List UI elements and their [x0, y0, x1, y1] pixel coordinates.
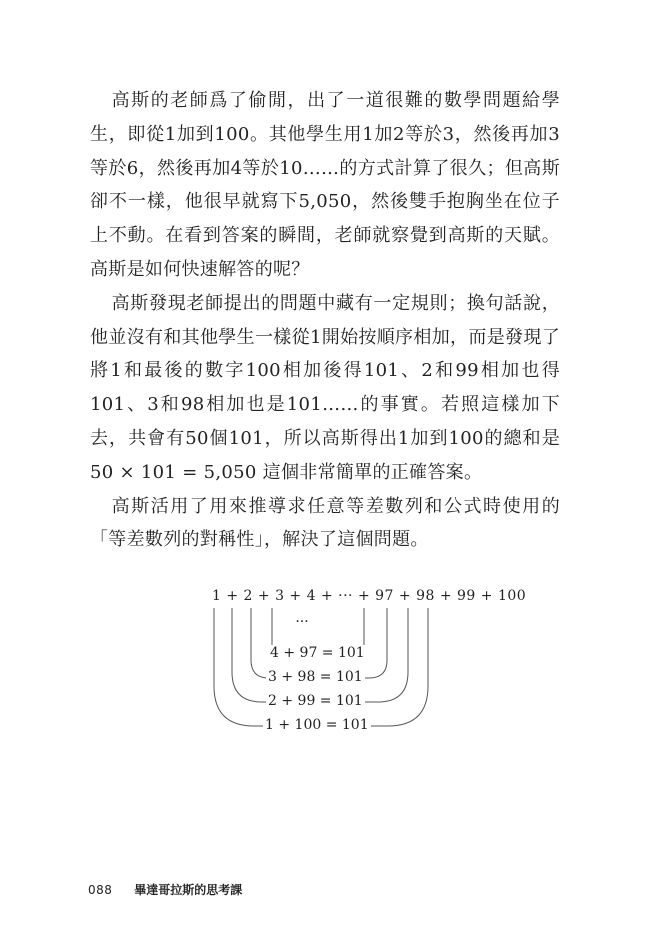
body-text: [90, 84, 560, 557]
paragraph-1: 高斯的老師爲了偷閒，出了一道很難的數學問題給學生，即從1加到100。其他學生用1加2等於3，然後再加3等於6，然後再加4等於10……的方式計算了很久；但高斯卻不一樣，他很早就寫下5,050，然後雙手抱胸坐在位子上不動。在看到答案的瞬間，老師就察覺到高斯的天賦。高斯是如何快速解答的呢？: [90, 90, 560, 280]
pair-1-100: 1 + 100 = 101: [265, 717, 369, 733]
ellipsis: ···: [295, 614, 309, 630]
paragraph-2: 高斯發現老師提出的問題中藏有一定規則；換句話說，他並沒有和其他學生一樣從1開始按順序相加，而是發現了將1和最後的數字100相加後得101、2和99相加也得101、3和98相加也是101……的事實。若照這樣加下去，共會有50個101，所以高斯得出1加到100的總和是 50 × 101 = 5,050 這個非常簡單的正確答案。: [90, 292, 560, 483]
book-title: 畢達哥拉斯的思考課: [134, 883, 243, 897]
gauss-sum-diagram: [0, 586, 663, 736]
page-number: 088: [88, 883, 113, 897]
top-equation: 1 + 2 + 3 + 4 + ··· + 97 + 98 + 99 + 100: [212, 588, 527, 604]
pairing-arcs: [0, 586, 663, 736]
paragraph-3: 高斯活用了用來推導求任意等差數列和公式時使用的「等差數列的對稱性」，解決了這個問題。: [90, 495, 560, 551]
pair-4-97: 4 + 97 = 101: [270, 645, 365, 661]
pair-2-99: 2 + 99 = 101: [268, 693, 363, 709]
page-footer: [88, 881, 242, 898]
pair-3-98: 3 + 98 = 101: [268, 669, 363, 685]
